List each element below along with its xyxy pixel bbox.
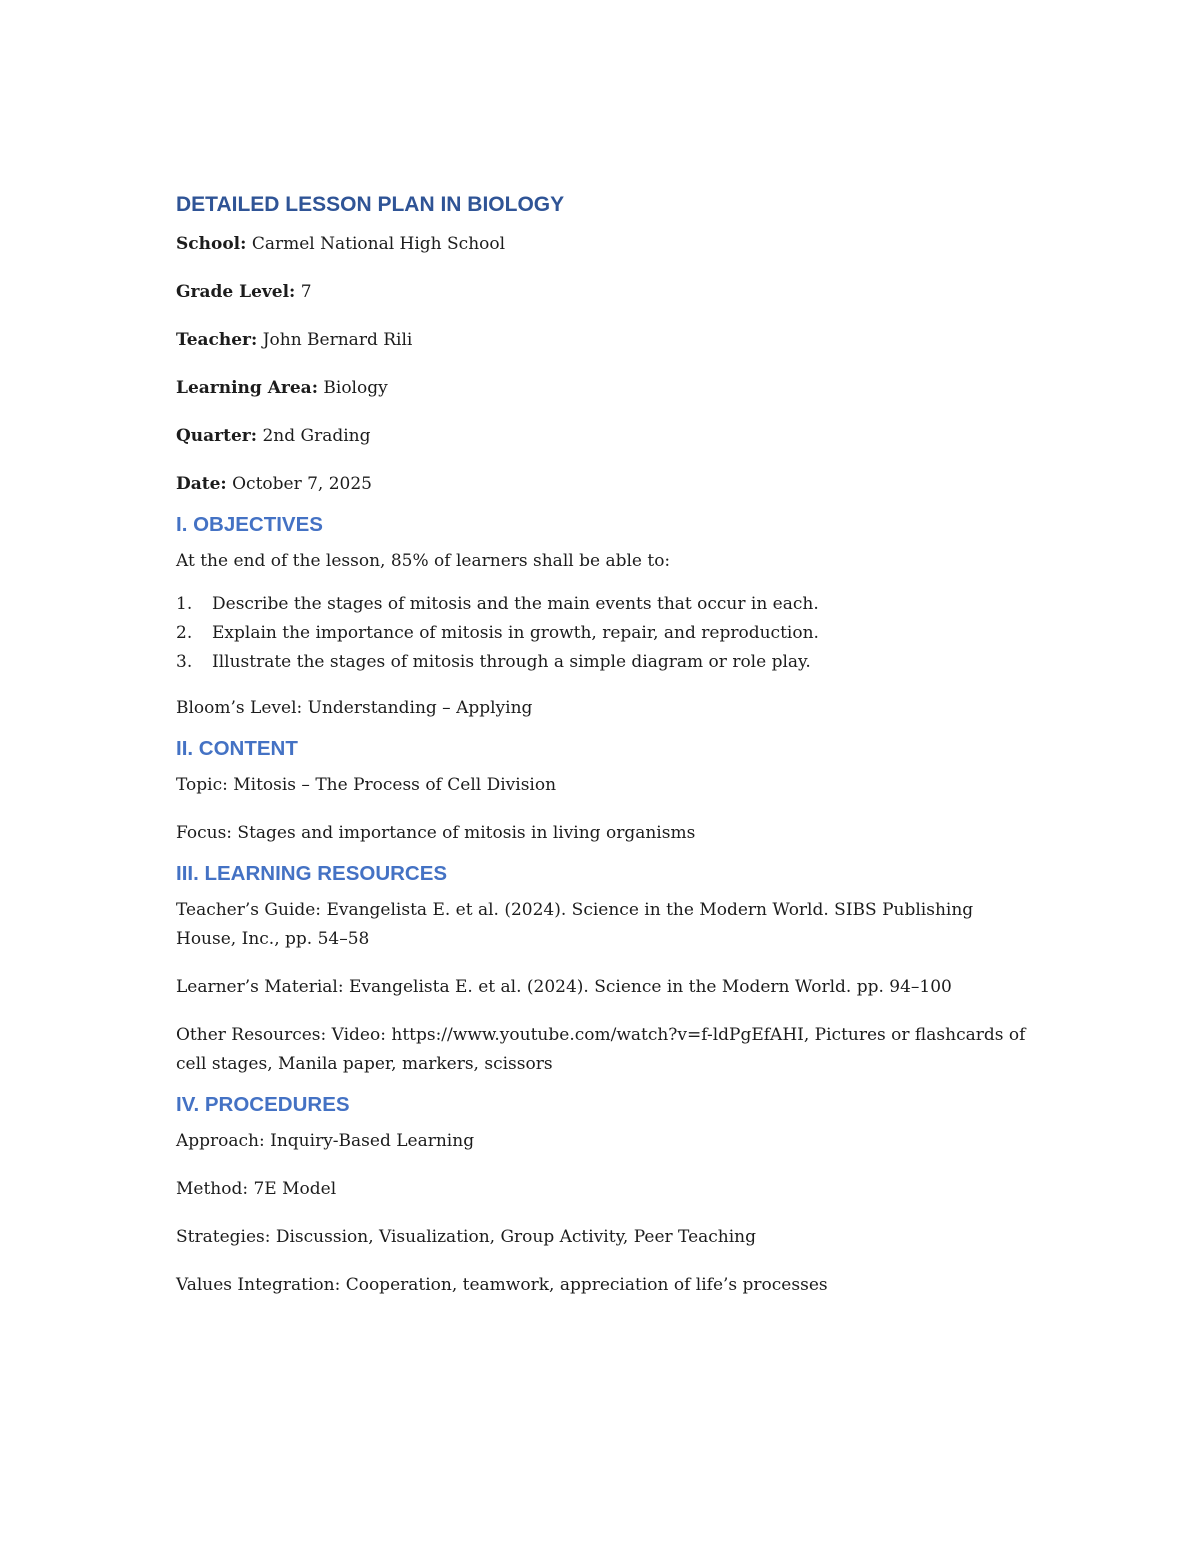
- info-value: John Bernard Rili: [262, 330, 413, 350]
- list-number: 2.: [176, 623, 193, 643]
- document-body: [176, 190, 1036, 1319]
- info-label: Quarter:: [176, 426, 258, 446]
- resources-teachers-guide: Teacher’s Guide: Evangelista E. et al. (2024). Science in the Modern World. SIBS Publishing House, Inc., pp. 54–58: [176, 900, 974, 949]
- list-number: 1.: [176, 594, 193, 614]
- resources-learners-material: Learner’s Material: Evangelista E. et al. (2024). Science in the Modern World. pp. 94–100: [176, 977, 952, 997]
- list-text: Describe the stages of mitosis and the main events that occur in each.: [212, 594, 819, 614]
- list-item: [176, 590, 1036, 619]
- objectives-heading: I. OBJECTIVES: [176, 513, 323, 536]
- objectives-intro: At the end of the lesson, 85% of learners shall be able to:: [176, 551, 671, 571]
- info-label: Learning Area:: [176, 378, 318, 398]
- info-learning-area: [176, 374, 1036, 403]
- content-focus: Focus: Stages and importance of mitosis in living organisms: [176, 823, 696, 843]
- info-quarter: [176, 422, 1036, 451]
- info-value: 7: [300, 282, 312, 302]
- info-label: School:: [176, 234, 247, 254]
- objectives-list: [176, 590, 1036, 677]
- procedures-heading: IV. PROCEDURES: [176, 1093, 350, 1116]
- info-label: Date:: [176, 474, 227, 494]
- info-label: Teacher:: [176, 330, 258, 350]
- info-school: [176, 230, 1036, 259]
- info-teacher: [176, 326, 1036, 355]
- info-grade-level: [176, 278, 1036, 307]
- list-number: 3.: [176, 652, 193, 672]
- info-value: October 7, 2025: [232, 474, 372, 494]
- info-value: 2nd Grading: [262, 426, 371, 446]
- info-date: [176, 470, 1036, 499]
- procedures-approach: Approach: Inquiry-Based Learning: [176, 1131, 475, 1151]
- content-topic: Topic: Mitosis – The Process of Cell Division: [176, 775, 557, 795]
- info-value: Carmel National High School: [251, 234, 506, 254]
- list-item: [176, 648, 1036, 677]
- procedures-method: Method: 7E Model: [176, 1179, 337, 1199]
- list-item: [176, 619, 1036, 648]
- resources-other: Other Resources: Video: https://www.youtube.com/watch?v=f-ldPgEfAHI, Pictures or flashcards of cell stages, Manila paper, markers, scissors: [176, 1025, 1026, 1074]
- procedures-strategies: Strategies: Discussion, Visualization, Group Activity, Peer Teaching: [176, 1227, 757, 1247]
- list-text: Illustrate the stages of mitosis through a simple diagram or role play.: [212, 652, 811, 672]
- content-heading: II. CONTENT: [176, 737, 298, 760]
- info-label: Grade Level:: [176, 282, 296, 302]
- list-text: Explain the importance of mitosis in growth, repair, and reproduction.: [212, 623, 819, 643]
- document-title: DETAILED LESSON PLAN IN BIOLOGY: [176, 193, 565, 216]
- resources-heading: III. LEARNING RESOURCES: [176, 862, 448, 885]
- procedures-values: Values Integration: Cooperation, teamwork, appreciation of life’s processes: [176, 1275, 828, 1295]
- blooms-level: Bloom’s Level: Understanding – Applying: [176, 698, 533, 718]
- info-value: Biology: [323, 378, 388, 398]
